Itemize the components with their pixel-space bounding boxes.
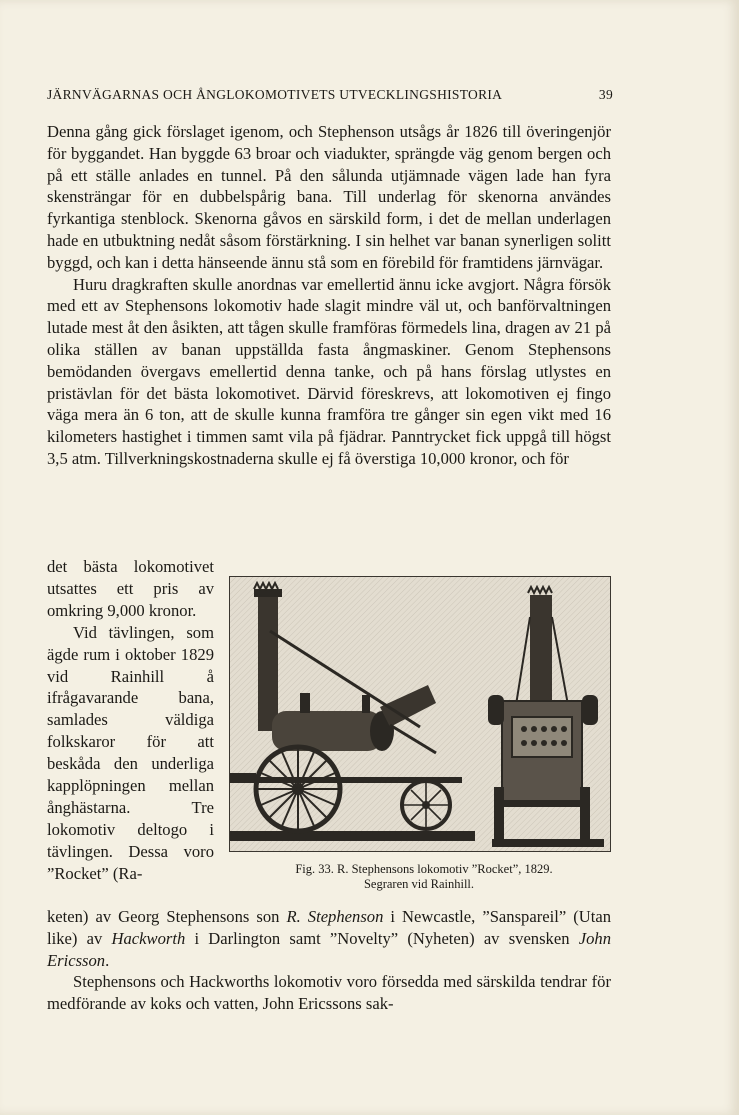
name-r-stephenson: R. Stephenson [286,907,384,926]
body-text-bottom [47,906,611,1015]
body-text-beside-figure [47,556,214,885]
paragraph-3-start: Vid tävlingen, som ägde rum i oktober 1829 vid Rainhill å ifrågavarande bana, samlades väldiga folkskaror för att beskåda den underliga kapplöpningen mellan ånghästarna. Tre lokomotiv deltogo i tävlingen. Dessa voro ”Rocket” (Ra- [47,622,214,883]
paragraph-2: Huru dragkraften skulle anordnas var emellertid ännu icke avgjort. Några försök med ett av Stephensons lokomotiv hade slagit mindre väl ut, och banförvaltningen lutade mest åt den åsikten, att tågen skulle framföras förmedels lina, dragen av 21 på olika ställen av banan uppställda fasta ångmaskiner. Genom Stephensons bemödanden övergavs emellertid denna tanke, och på hans förslag utlystes en pristävlan för det bästa lokomotivet. Därvid föreskrevs, att lokomotiven ej fingo väga mera än 6 ton, att de skulle kunna framföra tre gånger sin egen vikt med 16 kilometers hastighet i timmen samt vila på fjädrar. Panntrycket fick uppgå till högst 3,5 atm. Tillverkningskostnaderna skulle ej få överstiga 10,000 kronor, och för [47,274,611,468]
caption-line-1: Fig. 33. R. Stephensons lokomotiv ”Rocket”, 1829. [295,862,553,876]
caption-line-2: Segraren vid Rainhill. [363,877,475,891]
name-john-ericsson: John Ericsson [47,928,611,970]
name-hackworth: Hackworth [111,928,186,948]
body-text-top [47,121,611,470]
paragraph-1: Denna gång gick förslaget igenom, och Stephenson utsågs år 1826 till överingenjör för byggandet. Han byggde 63 broar och viadukter, sprängde väg genom bergen och på ett ställe anlades en tunnel. På den sålunda utjämnade vägen lade han fyra skensträngar för en dubbelspårig bana. Till underlag för skenorna användes fyrkantiga stenblock. Skenorna gåvos en särskild form, i det de mellan underlagen hade en utbuktning nedåt såsom förstärkning. I sin helhet var banan synerligen solitt byggd, och kan i detta hänseende ännu stå som en förebild för framtidens järnvägar. [47,122,611,272]
paragraph-2-end: det bästa lokomotivet utsattes ett pris av omkring 9,000 kronor. [47,557,214,620]
paragraph-3-end: keten) av Georg Stephensons son R. Stephenson i Newcastle, ”Sanspareil” (Utan like) av Hackworth i Darlington samt ”Novelty” (Nyheten) av svensken John Ericsson. [47,907,611,970]
running-title: JÄRNVÄGARNAS OCH ÅNGLOKOMOTIVETS UTVECKLINGSHISTORIA [47,87,503,102]
page-number: 39 [598,87,613,102]
page-header [47,87,613,103]
rocket-locomotive-illustration [229,576,611,852]
paragraph-4: Stephensons och Hackworths lokomotiv voro försedda med särskilda tendrar för medförande av koks och vatten, John Ericssons sak- [47,972,611,1014]
figure-caption [229,862,609,892]
